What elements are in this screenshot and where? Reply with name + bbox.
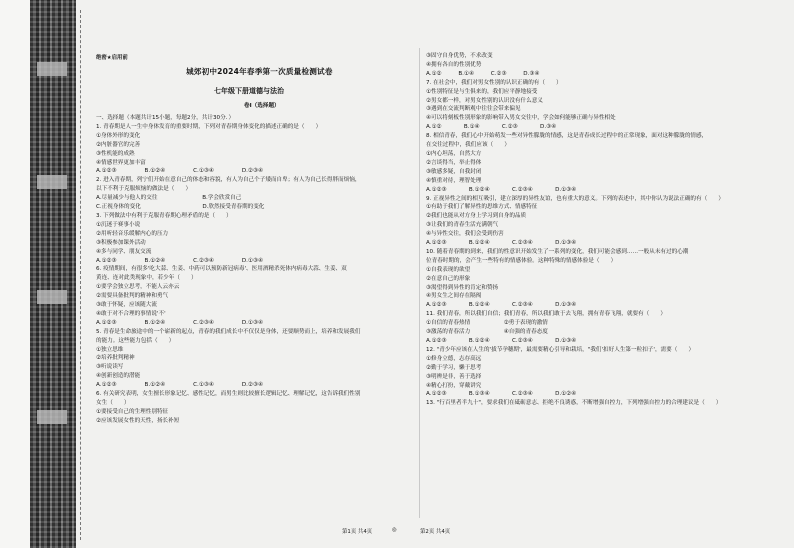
text-line: ①修身立德，志存高远 [426,355,482,362]
binding-label [37,410,67,424]
text-line: ②勤于学习，懒于思考 [426,364,482,371]
text-line: ②男女都一样，对男女性别的认识没有什么意义 [426,97,543,104]
text-line: A.①②③ B.①②④ C.②③④ D.①③④ [426,240,577,247]
column-divider [419,48,420,518]
text-line: 11. 我们青春，所以我们自信；我们青春，所以我们敢于去飞翔，拥有青春飞翔，就要有（ ） [426,311,667,318]
text-line: 10. 随着青春期的到来，我们的性意识开始发生了一系列的变化，我们可能会感到……一般从未有过的心潮 [426,248,689,255]
text-line: ②培养批判精神 [96,355,135,362]
binding-strip [30,0,76,548]
text-line: A.①②③ B.①②④ C.②③④ D.①③④ [96,257,263,264]
footer-mark: ◎ [392,527,397,533]
text-line: A.①②③ B.①③④ C.②③④ D.①②④ [426,391,577,398]
text-line: ①内心坦荡，自然大方 [426,150,482,157]
text-line: 以下不利于克服烦恼的做法是（ ） [96,186,192,193]
text-line: A.①②③ B.①②④ C.①③④ D.②③④ [96,382,263,389]
text-line: A.①②③ B.①②④ C.②③④ D.①③④ [96,319,263,326]
text-line: ③固守自身优势，不求改变 [426,53,493,59]
text-line: 的能力。这些能力包括（ ） [96,337,175,344]
text-line: 5. 青春是生命旅途中的一个崭新的起点，青春的我们成长中不仅仅是身体，还要顺势而上，培养和发展我们 [96,328,361,335]
volume-label: 卷I（选择题） [244,103,280,109]
page-number-right: 第2页 共4页 [420,529,451,535]
text-line: A.①② B.①④ C.②③ D.③④ [426,124,557,131]
text-line: 6. 有关研究表明，女生擅长形象记忆、感性记忆，而男生则比较擅长逻辑记忆、理解记忆，这告诉我们性别 [96,391,361,398]
text-line: ①独立思维 [96,346,124,353]
text-line: ③听说读写 [96,364,124,371]
text-line: C.正视身体的变化 D.欣然接受青春期的变化 [96,204,265,211]
text-line: ④多与同学、朋友交流 [96,248,152,255]
binding-label [37,175,67,189]
text-line: ④慎重对待，理智处理 [426,177,482,184]
text-line: 6. 疫情期间，有很多'吃大蒜、生姜、中药可以预防新冠病毒'、医用酒精杀死体内病毒大蒜、生姜、双 [96,266,347,273]
text-line: ③让我们的青春生活充满朝气 [426,222,499,229]
text-line: ③性机能的成熟 [96,150,135,157]
page-number-left: 第1页 共4页 [342,529,373,535]
text-line: 3. 下列做法中有利于克服青春期心理矛盾的是（ ） [96,212,232,219]
text-line: ③渴望得到异性的肯定和赞扬 [426,284,499,291]
text-line: ④男女生之间存在隔阂 [426,293,482,300]
text-line: 黄连、连对此类现象中，若少年（ ） [96,275,197,282]
text-line: A.①②③ B.①②④ C.②③④ D.①③④ [426,186,577,193]
binding-margin [0,0,30,548]
text-line: ①沉迷于赛事小说 [96,221,141,228]
text-line: 1. 青春期是人一生中身体发育的重要时期，下列对青春期身体变化的描述正确的是（ ） [96,123,322,130]
text-line: ④敢于对不合理的事情说'不' [96,310,166,317]
text-line: ③敢于怀疑，应该随大流 [96,302,157,309]
text-line: 7. 在社会中，我们对男女性别的认识正确的有（ ） [426,79,562,86]
right-column [426,52,766,408]
binding-label [37,62,67,76]
text-line: 13. "行百里者半九十"，要求我们在砥砺意志、拒绝不良诱惑，不断增强自控力，下列增强自控力的合理建议是（ ） [426,400,722,407]
text-line: 8. 相信青春，我们心中开始萌发一些对异性朦胧的情感，这是青春成长过程中的正常现象，面对这种朦胧的情感， [426,133,708,140]
text-line: 9. 正视异性之间的相互吸引，建立深厚的异性友谊，也有重大的意义。下列的表述中，其中你认为说法正确的有（ ） [426,195,724,202]
text-line: ②我们也能从对方身上学习到自身的品质 [426,213,527,220]
text-line: ②内脏器官的完善 [96,141,141,148]
text-line: ③敏感多疑，自我封闭 [426,168,482,175]
text-line: ①自信的青春热情 ②勇于表现的激情 [426,320,548,327]
text-line: 在交往过程中，我们应该（ ） [426,142,510,149]
text-line: ③激荡的青春活力 ④自强的青春态度 [426,329,548,336]
binding-label [37,290,67,304]
text-line: ③积极参加课外活动 [96,239,146,246]
text-line: ④精心打扮，穿戴讲究 [426,382,482,389]
text-line: ④可以将刻板性别形象的影响带入男女交往中，学会如何能够正确与异性相处 [426,115,616,122]
text-line: 2. 进入青春期，列宁们开始在意自己的体态和容貌，有人为自己个子矮而自卑；有人为自己长得胖而烦恼， [96,177,361,184]
text-line: ③遇到在交流判断观中往往会带来偏见 [426,106,521,113]
cut-line [80,10,81,540]
text-line: A.尽量减少与他人的交往 B.学会欣赏自己 [96,195,242,202]
left-column [96,114,412,426]
text-line: ③明辨是非，善于选择 [426,373,482,380]
text-line: ①有助于我们了解异性的思维方式、情感特征 [426,204,538,211]
text-line: 位青春时期的，会产生一些特有的情感体验。这种特殊的情感体验是（ ） [426,257,617,264]
text-line: ④创新创造的潜能 [96,373,141,380]
text-line: 12. "青少年应该在人生的'拔节孕穗期'，最需要精心引导和栽培，"我们'扣好人生第一粒扣子'，需要（ ） [426,346,695,353]
text-line: ①自我表现的欲望 [426,266,471,273]
secret-mark: 绝密★启用前 [96,55,128,61]
text-line: A.①②③ B.①②④ C.②③④ D.①③④ [426,302,577,309]
text-line: ②用听轻音乐缓解内心的压力 [96,230,169,237]
text-line: ②应该发展女性的天性，扬长补短 [96,417,180,424]
text-line: ①要学会独立思考，不能人云亦云 [96,284,180,291]
text-line: 一、选择题（本题共计15小题，每题2分，共计30分．） [96,115,235,121]
exam-title: 城郊初中2024年春季第一次质量检测试卷 [186,67,333,76]
text-line: ①性别特征是与生俱来的，我们应平静地接受 [426,88,538,95]
text-line: A.①②③ B.①②④ C.①③④ D.②③④ [96,168,263,175]
text-line: ④情感世界更加丰富 [96,159,146,166]
text-line: ④与异性交往，我们会受到伤害 [426,231,504,238]
text-line: A.①② B.①④ C.②③ D.③④ [426,70,540,77]
text-line: ①要接受自己的生理性别特征 [96,408,169,415]
text-line: ②在意自己的形象 [426,275,471,282]
text-line: A.①②③ B.①②④ C.②③④ D.①③④ [426,338,577,344]
text-line: ②需要具备批判的精神和勇气 [96,293,169,300]
exam-subtitle: 七年级下册道德与法治 [214,87,284,95]
text-line: ④拥有各自的性别优势 [426,61,482,68]
text-line: ②言谈得当，举止得体 [426,159,482,166]
text-line: 女生（ ） [96,400,130,406]
text-line: ①身体外形的变化 [96,132,141,139]
